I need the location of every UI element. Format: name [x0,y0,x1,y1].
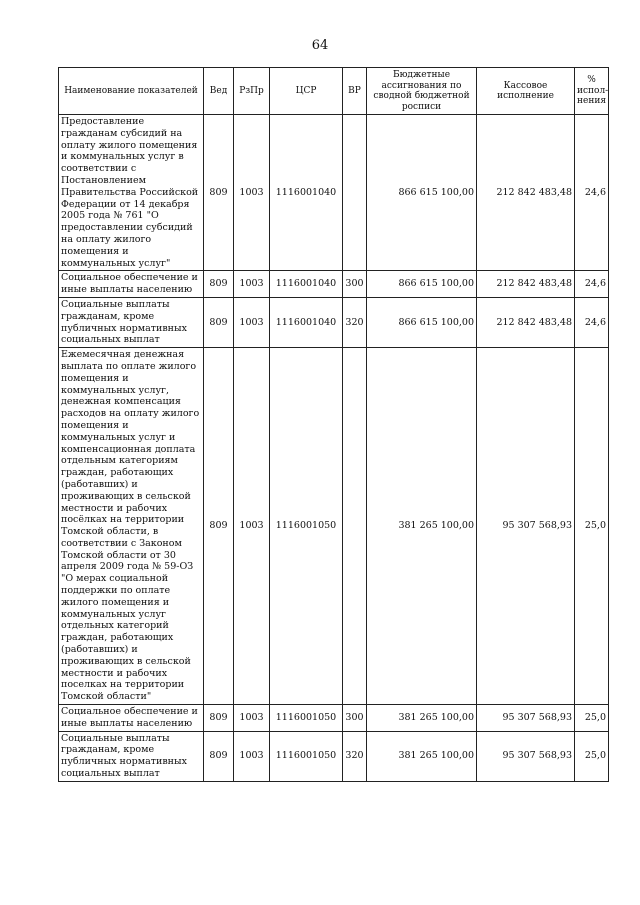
header-execution-percent: % испол-нения [575,68,609,115]
header-name: Наименование показателей [59,68,204,115]
row-ved: 809 [204,731,234,781]
row-ved: 809 [204,115,234,271]
header-rzpr: РзПр [234,68,270,115]
row-name: Социальное обеспечение и иные выплаты населению [59,271,204,298]
row-execution-percent: 25,0 [575,731,609,781]
row-csr: 1116001040 [270,115,343,271]
row-execution-percent: 24,6 [575,297,609,347]
row-cash-execution: 95 307 568,93 [477,731,575,781]
row-csr: 1116001040 [270,297,343,347]
row-ved: 809 [204,705,234,732]
row-rzpr: 1003 [234,348,270,705]
row-cash-execution: 212 842 483,48 [477,271,575,298]
row-rzpr: 1003 [234,271,270,298]
row-rzpr: 1003 [234,115,270,271]
row-cash-execution: 95 307 568,93 [477,705,575,732]
budget-execution-table [58,67,609,782]
table-row [59,115,609,271]
row-csr: 1116001040 [270,271,343,298]
row-vr: 300 [343,271,367,298]
table-row [59,348,609,705]
header-vr: ВР [343,68,367,115]
row-csr: 1116001050 [270,348,343,705]
page-number: 64 [311,38,329,53]
row-name: Ежемесячная денежная выплата по оплате жилого помещения и коммунальных услуг, денежная компенсация расходов на оплату жилого помещения и коммунальных услуг и компенсационная доплата отдельным категориям граждан, работающих (работавших) и проживающих в сельской местности и рабочих посёлках на территории Томской области, в соответствии с Законом Томской области от 30 апреля 2009 года № 59-ОЗ "О мерах социальной поддержки по оплате жилого помещения и коммунальных услуг отдельных категорий граждан, работающих (работавших) и проживающих в сельской местности и рабочих поселках на территории Томской области" [59,348,204,705]
row-name: Социальное обеспечение и иные выплаты населению [59,705,204,732]
row-ved: 809 [204,348,234,705]
row-execution-percent: 24,6 [575,271,609,298]
row-rzpr: 1003 [234,731,270,781]
row-name: Социальные выплаты гражданам, кроме публичных нормативных социальных выплат [59,297,204,347]
row-assignments: 866 615 100,00 [367,297,477,347]
table-row [59,297,609,347]
row-name: Предоставление гражданам субсидий на оплату жилого помещения и коммунальных услуг в соответствии с Постановлением Правительства Российской Федерации от 14 декабря 2005 года № 761 "О предоставлении субсидий на оплату жилого помещения и коммунальных услуг" [59,115,204,271]
row-vr: 300 [343,705,367,732]
row-vr [343,348,367,705]
row-cash-execution: 212 842 483,48 [477,115,575,271]
row-cash-execution: 212 842 483,48 [477,297,575,347]
table-row [59,271,609,298]
row-execution-percent: 25,0 [575,348,609,705]
row-assignments: 866 615 100,00 [367,271,477,298]
table-row [59,705,609,732]
row-execution-percent: 25,0 [575,705,609,732]
table-header-row [59,68,609,115]
row-rzpr: 1003 [234,705,270,732]
row-cash-execution: 95 307 568,93 [477,348,575,705]
row-csr: 1116001050 [270,731,343,781]
table-row [59,731,609,781]
row-rzpr: 1003 [234,297,270,347]
row-csr: 1116001050 [270,705,343,732]
header-assignments: Бюджетные ассигнования по сводной бюджетной росписи [367,68,477,115]
header-ved: Вед [204,68,234,115]
row-assignments: 381 265 100,00 [367,731,477,781]
header-cash-execution: Кассовое исполнение [477,68,575,115]
row-vr: 320 [343,731,367,781]
row-assignments: 866 615 100,00 [367,115,477,271]
row-ved: 809 [204,297,234,347]
row-assignments: 381 265 100,00 [367,705,477,732]
row-vr [343,115,367,271]
row-vr: 320 [343,297,367,347]
row-execution-percent: 24,6 [575,115,609,271]
row-assignments: 381 265 100,00 [367,348,477,705]
header-csr: ЦСР [270,68,343,115]
row-name: Социальные выплаты гражданам, кроме публичных нормативных социальных выплат [59,731,204,781]
row-ved: 809 [204,271,234,298]
